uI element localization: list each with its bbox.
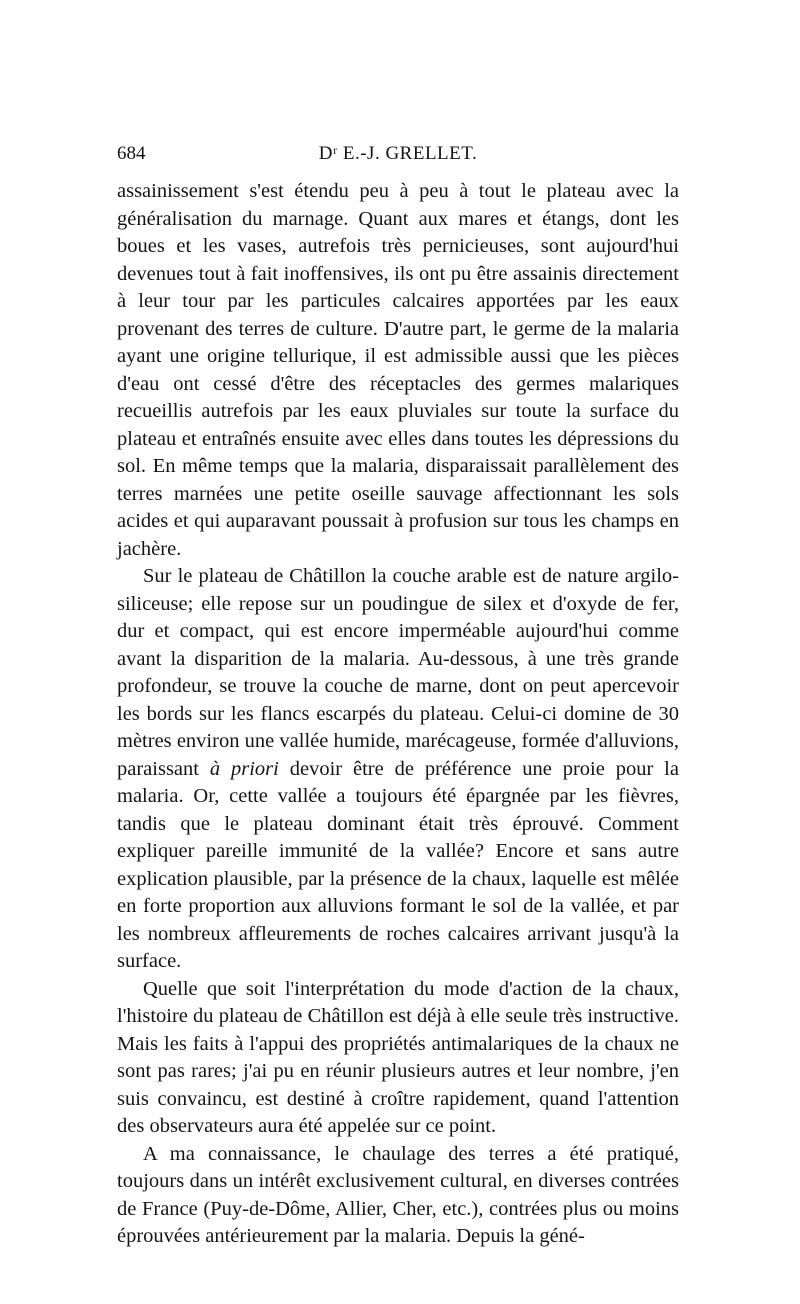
paragraph-2-part-1: Sur le plateau de Châtillon la couche arable est de nature argilo-siliceuse; elle repose sur un poudingue de silex et d'oxyde de fer, dur et compact, qui est encore imperméable aujourd'hui comme avant la disparition de la malaria. Au-dessous, à une très grande profondeur, se trouve la couche de marne, dont on peut apercevoir les bords sur les flancs escarpés du plateau. Celui-ci domine de 30 mètres environ une vallée humide, marécageuse, formée d'alluvions, paraissant — [117, 565, 679, 780]
header-author: Dʳ E.-J. GRELLET. — [318, 143, 478, 164]
running-head — [117, 143, 679, 171]
paragraph-2 — [117, 563, 679, 976]
paragraph-3: Quelle que soit l'interprétation du mode d'action de la chaux, l'histoire du plateau de Châtillon est déjà à elle seule très instructive. Mais les faits à l'appui des propriétés antimalariques de la chaux ne sont pas rares; j'ai pu en réunir plusieurs autres et leur nombre, j'en suis convaincu, est destiné à croître rapidement, quand l'attention des observateurs aura été appelée sur ce point. — [117, 977, 679, 1137]
paragraph-4: A ma connaissance, le chaulage des terres a été pratiqué, toujours dans un intérêt exclusivement cultural, en diverses contrées de France (Puy-de-Dôme, Allier, Cher, etc.), contrées plus ou moins éprouvées antérieurement par la malaria. Depuis la géné- — [117, 1142, 679, 1247]
body-text — [117, 178, 679, 1251]
paragraph-1: assainissement s'est étendu peu à peu à tout le plateau avec la généralisation du marnage. Quant aux mares et étangs, dont les boues et les vases, autrefois très pernicieuses, sont aujourd'hui devenues tout à fait inoffensives, ils ont pu être assainis directement à leur tour par les particules calcaires apportées par les eaux provenant des terres de culture. D'autre part, le germe de la malaria ayant une origine tellurique, il est admissible aussi que les pièces d'eau ont cessé d'être des réceptacles des germes malariques recueillis autrefois par les eaux pluviales sur toute la surface du plateau et entraînés ensuite avec elles dans toutes les dépressions du sol. En même temps que la malaria, disparaissait parallèlement des terres marnées une petite oseille sauvage affectionnant les sols acides et qui auparavant poussait à profusion sur tous les champs en jachère. — [117, 180, 679, 560]
page-number: 684 — [117, 143, 146, 164]
paragraph-2-part-2: devoir être de préférence une proie pour la malaria. Or, cette vallée a toujours été épargnée par les fièvres, tandis que le plateau dominant était très éprouvé. Comment expliquer pareille immunité de la vallée? Encore et sans autre explication plausible, par la présence de la chaux, laquelle est mêlée en forte proportion aux alluvions formant le sol de la vallée, et par les nombreux affleurements de roches calcaires arrivant jusqu'à la surface. — [117, 757, 679, 972]
latin-emphasis: à priori — [209, 757, 279, 780]
